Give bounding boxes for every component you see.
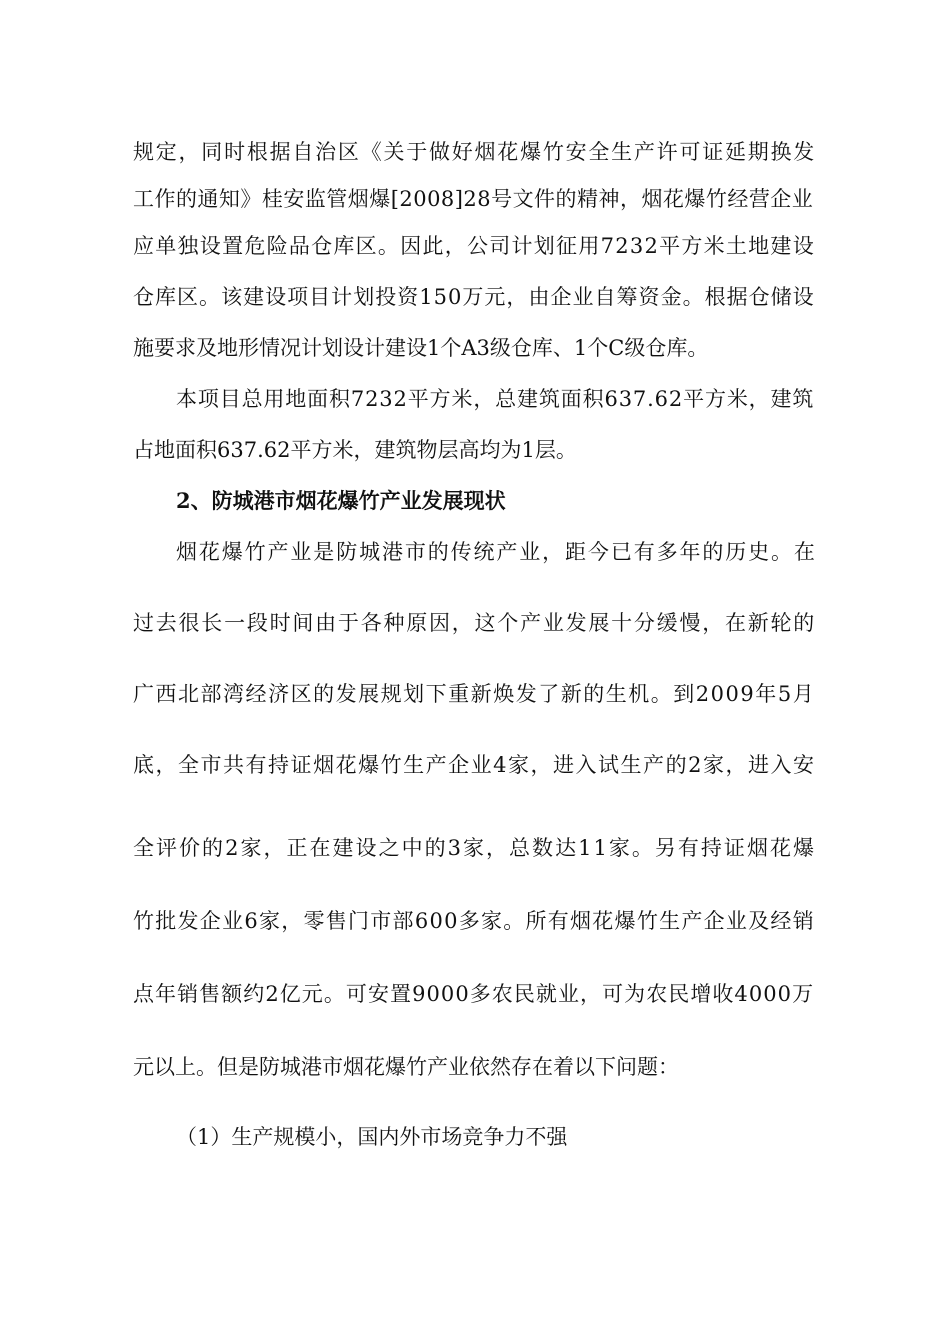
paragraph-3-line-5 <box>133 833 823 863</box>
paragraph-1-line-1 <box>133 137 823 167</box>
text: 全评价的2家，正在建设之中的3家，总数达11家。另有持证烟花爆 <box>133 836 817 860</box>
paragraph-1-line-3 <box>133 231 823 261</box>
text: 规定，同时根据自治区《关于做好烟花爆竹安全生产许可证延期换发 <box>133 140 817 164</box>
text: 过去很长一段时间由于各种原因，这个产业发展十分缓慢，在新轮的 <box>133 611 817 635</box>
text: 点年销售额约2亿元。可安置9000多农民就业，可为农民增收4000万 <box>133 982 815 1006</box>
text: 占地面积637.62平方米，建筑物层高均为1层。 <box>133 438 577 462</box>
paragraph-2-line-1 <box>176 384 823 414</box>
paragraph-1-line-5 <box>133 333 823 363</box>
text: 施要求及地形情况计划设计建设1个A3级仓库、1个C级仓库。 <box>133 336 709 360</box>
text: 竹批发企业6家，零售门市部600多家。所有烟花爆竹生产企业及经销 <box>133 909 815 933</box>
text: 工作的通知》桂安监管烟爆[2008]28号文件的精神，烟花爆竹经营企业 <box>133 187 814 211</box>
paragraph-3-line-8 <box>133 1052 823 1082</box>
paragraph-3-line-7 <box>133 979 823 1009</box>
paragraph-3-line-6 <box>133 906 823 936</box>
paragraph-3-line-3 <box>133 679 823 709</box>
text: 仓库区。该建设项目计划投资150万元，由企业自筹资金。根据仓储设 <box>133 285 815 309</box>
text: 广西北部湾经济区的发展规划下重新焕发了新的生机。到2009年5月 <box>133 682 816 706</box>
paragraph-3-line-2 <box>133 608 823 638</box>
paragraph-2-line-2 <box>133 435 823 465</box>
text: 底，全市共有持证烟花爆竹生产企业4家，进入试生产的2家，进入安 <box>133 753 816 777</box>
text: 元以上。但是防城港市烟花爆竹产业依然存在着以下问题： <box>133 1055 679 1079</box>
paragraph-3-line-4 <box>133 750 823 780</box>
text: 应单独设置危险品仓库区。因此，公司计划征用7232平方米土地建设 <box>133 234 815 258</box>
paragraph-1-line-4 <box>133 282 823 312</box>
text: 烟花爆竹产业是防城港市的传统产业，距今已有多年的历史。在 <box>176 540 817 564</box>
list-item-1: （1）生产规模小，国内外市场竞争力不强 <box>176 1125 568 1149</box>
paragraph-3-line-1 <box>176 537 823 567</box>
paragraph-1-line-2 <box>133 184 823 214</box>
section-heading: 2、防城港市烟花爆竹产业发展现状 <box>176 488 506 513</box>
text: 本项目总用地面积7232平方米，总建筑面积637.62平方米，建筑 <box>176 387 815 411</box>
